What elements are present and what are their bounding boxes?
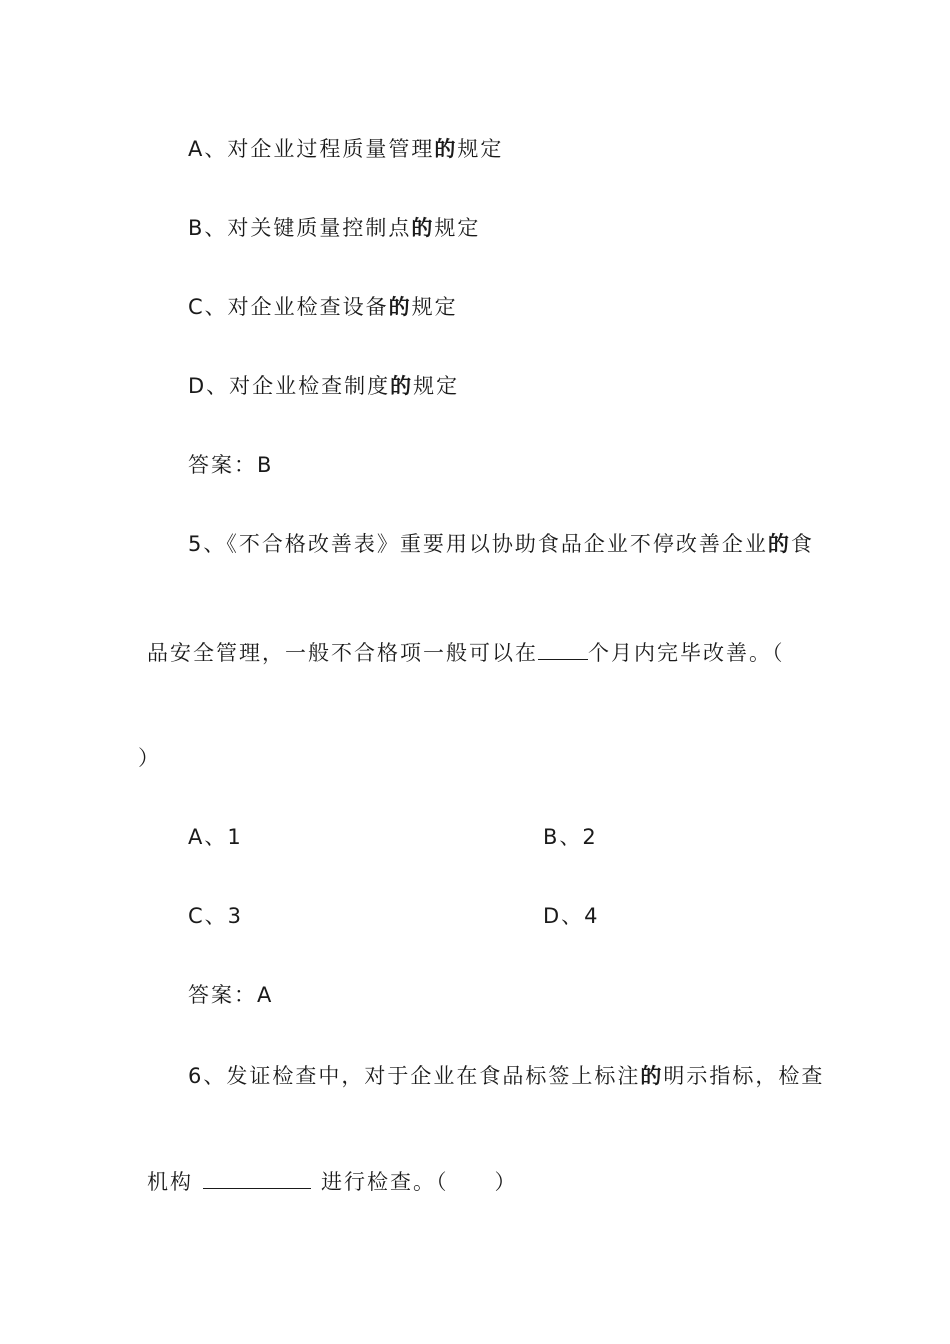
stem-text-suffix: 明示指标，检查 <box>663 1064 825 1088</box>
option-text: D、对企业检查制度 <box>188 374 391 398</box>
fill-blank <box>538 639 588 660</box>
option-text-de: 的 <box>434 137 458 161</box>
option-text-suffix: 规定 <box>434 216 481 240</box>
q5-option-c: C、3 <box>188 904 244 928</box>
option-text-suffix: 规定 <box>413 374 460 398</box>
stem-text: 6、发证检查中，对于企业在食品标签上标注 <box>188 1064 641 1088</box>
q5-stem-line2 <box>147 639 785 667</box>
q4-option-a <box>188 135 503 163</box>
stem-text-de: 的 <box>640 1064 664 1088</box>
stem-text: 机构 <box>147 1170 193 1194</box>
q5-option-d: D、4 <box>543 904 600 928</box>
stem-text: 5、《不合格改善表》重要用以协助食品企业不停改善企业 <box>188 532 768 556</box>
q5-stem-line3: ） <box>138 746 161 770</box>
q5-stem-line1 <box>188 530 814 558</box>
q6-stem-line2 <box>147 1168 518 1196</box>
option-text-de: 的 <box>388 295 412 319</box>
option-text: B、对关键质量控制点 <box>188 216 412 240</box>
option-text: A、对企业过程质量管理 <box>188 137 435 161</box>
option-text-suffix: 规定 <box>411 295 458 319</box>
stem-text-suffix: 进行检查。（ ） <box>321 1170 518 1194</box>
option-text-de: 的 <box>411 216 435 240</box>
q5-option-b: B、2 <box>543 825 598 849</box>
stem-text-suffix: 个月内完毕改善。（ <box>588 641 785 665</box>
q4-answer: 答案：B <box>188 453 274 477</box>
fill-blank <box>203 1168 311 1189</box>
stem-text-suffix: 食 <box>790 532 814 556</box>
q5-option-a: A、1 <box>188 825 243 849</box>
stem-text: 品安全管理，一般不合格项一般可以在 <box>147 641 538 665</box>
q6-stem-line1 <box>188 1062 824 1090</box>
stem-text-de: 的 <box>767 532 791 556</box>
q5-answer: 答案：A <box>188 983 274 1007</box>
q4-option-d <box>188 372 459 400</box>
option-text-de: 的 <box>390 374 414 398</box>
q4-option-c <box>188 293 458 321</box>
option-text-suffix: 规定 <box>457 137 504 161</box>
q4-option-b <box>188 214 480 242</box>
option-text: C、对企业检查设备 <box>188 295 389 319</box>
